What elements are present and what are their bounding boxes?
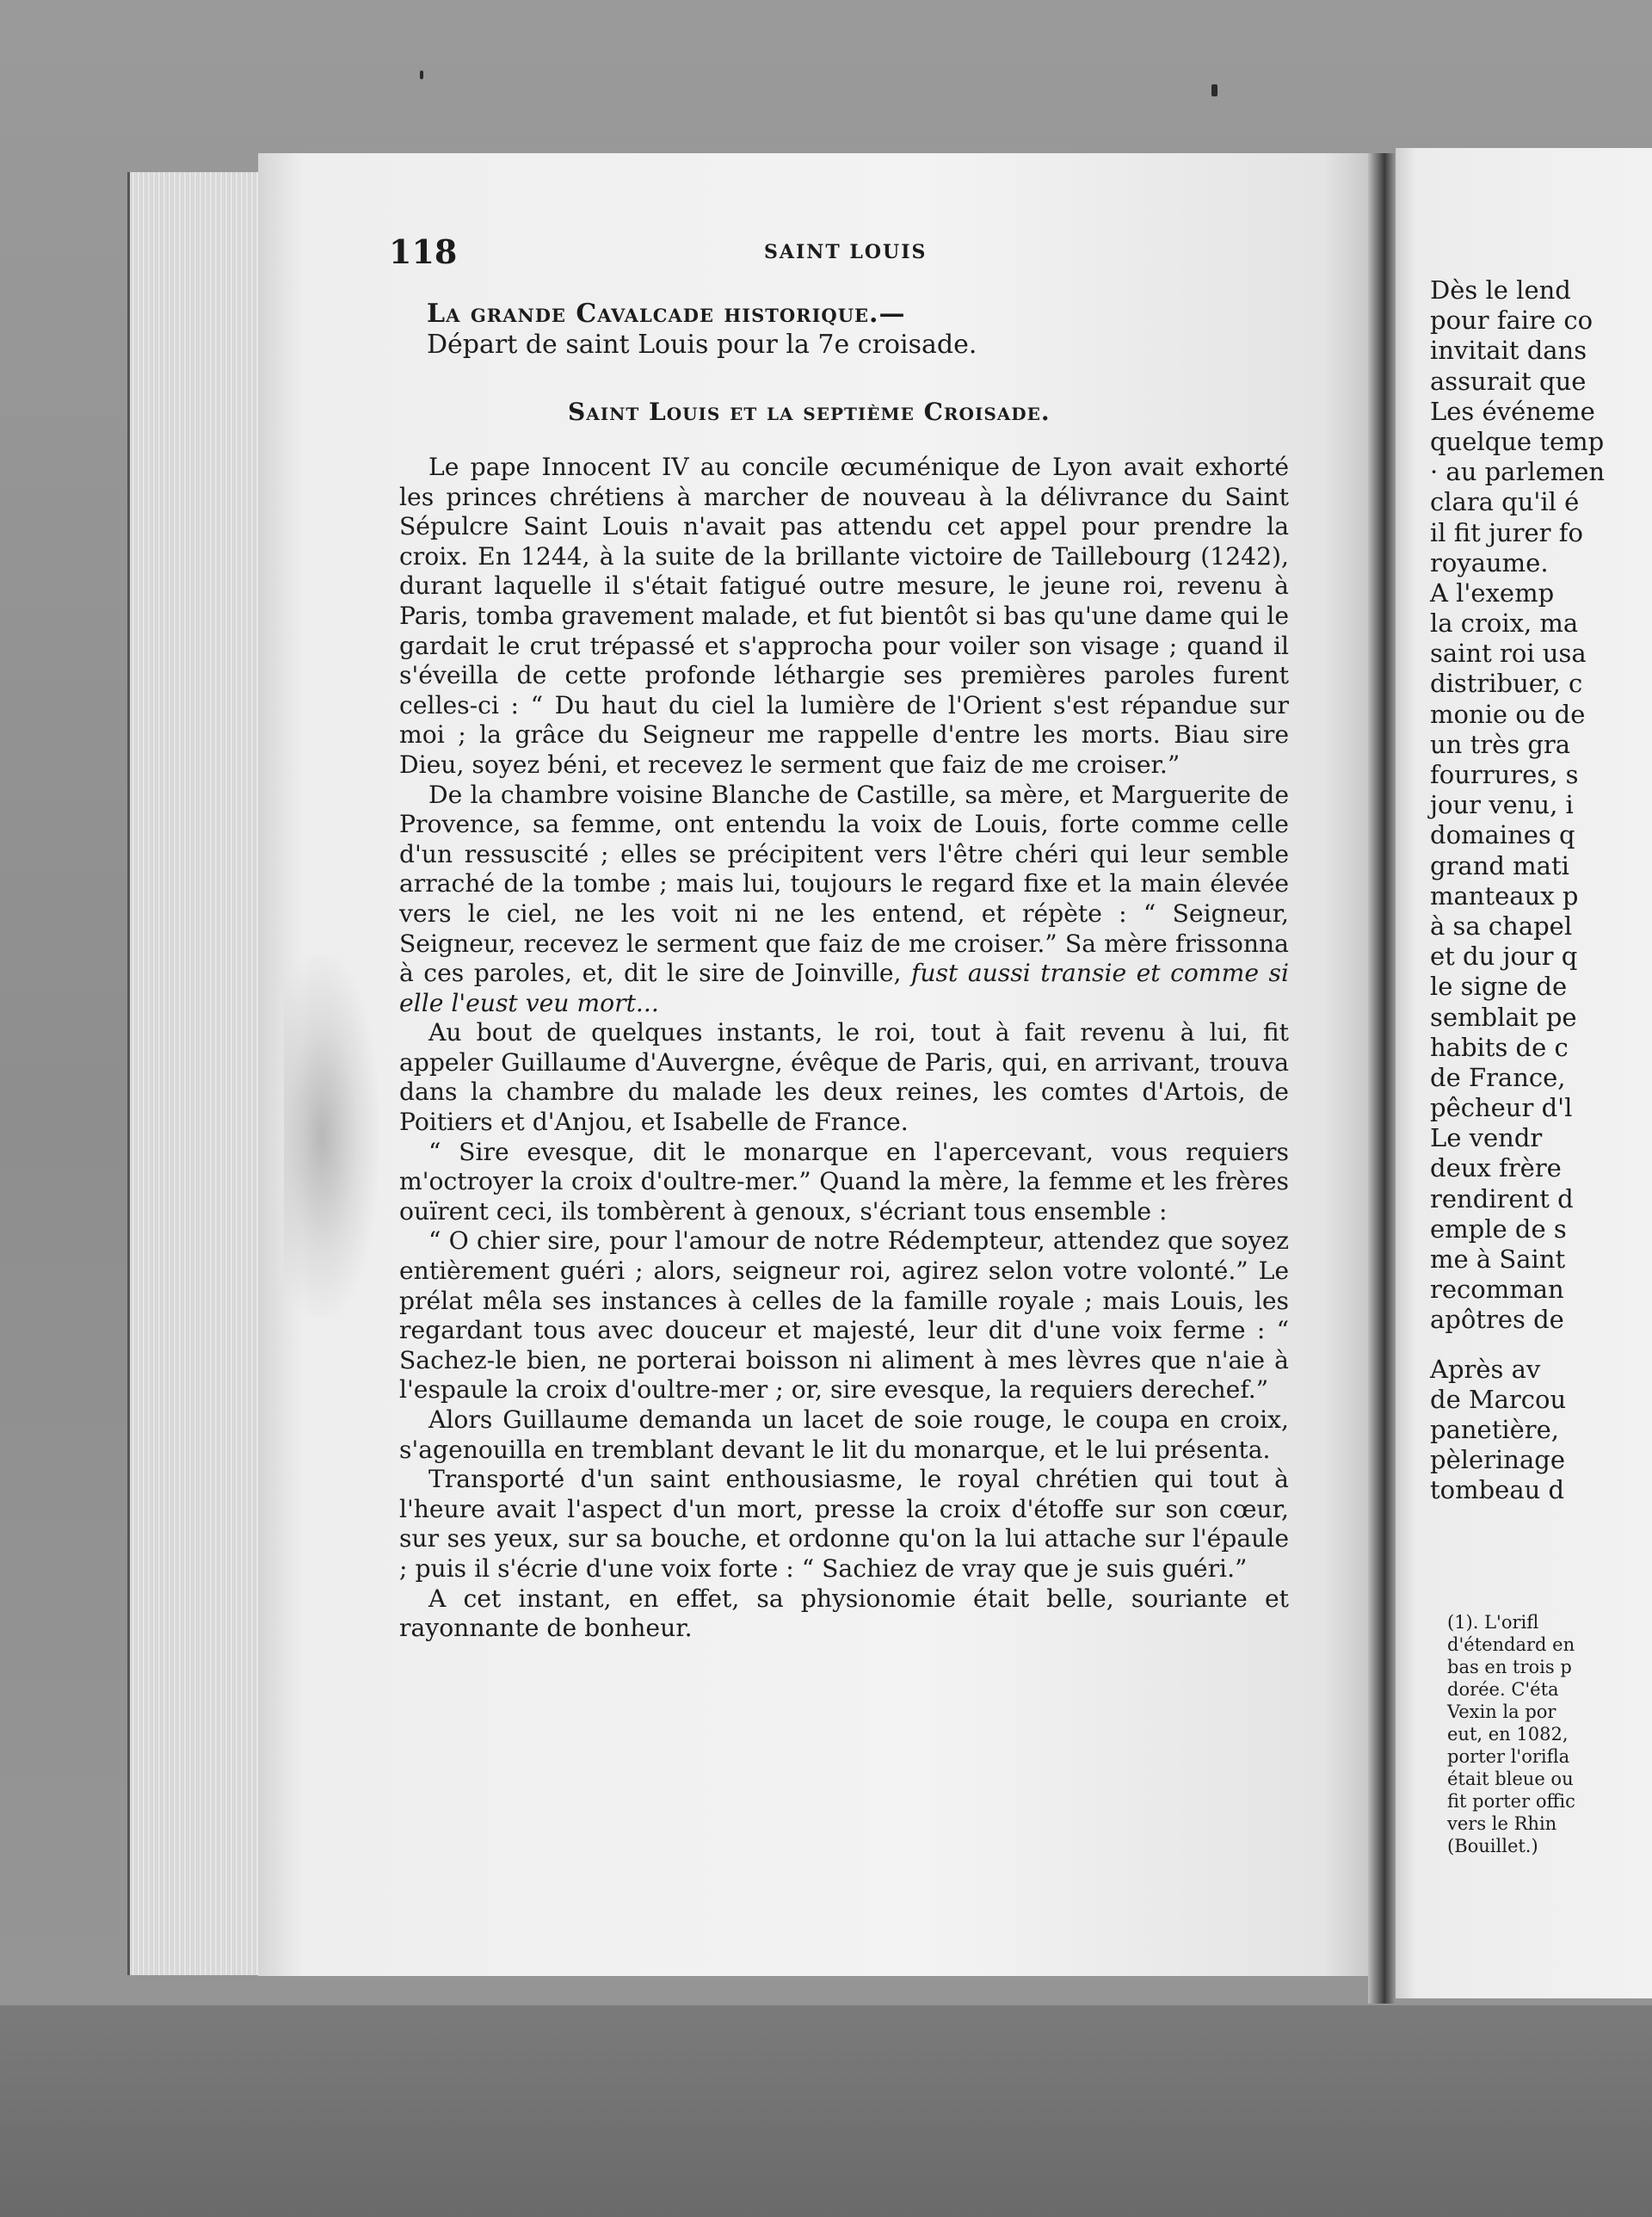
paragraph-text: De la chambre voisine Blanche de Castille, sa mère, et Marguerite de Provence, sa femme, ont entendu la voix de Louis, forte comme celle d'un ressuscité ; elles se précipitent vers l'être chéri qui leur semble arraché de la tombe ; mais lui, toujours le regard fixe et la main élevée vers le ciel, ne les voit ni ne les entend, et répète : “ Seigneur, Seigneur, recevez le serment que faiz de me croiser.” Sa mère frissonna à ces paroles, et, dit le sire de Joinville,	[399, 780, 1289, 988]
text-line: il fit jurer fo	[1430, 517, 1583, 547]
caption-line-2: Départ de saint Louis pour la 7e croisade.	[427, 330, 977, 360]
text-line: de Marcou	[1430, 1384, 1567, 1414]
text-line: et du jour q	[1430, 942, 1578, 972]
text-line: deux frère	[1430, 1153, 1562, 1183]
footnote-line: vers le Rhin	[1447, 1813, 1557, 1834]
text-line: saint roi usa	[1430, 639, 1587, 669]
text-line: invitait dans	[1430, 336, 1587, 366]
text-line: fourrures, s	[1430, 760, 1579, 789]
text-line: à sa chapel	[1430, 911, 1573, 941]
text-line: Dès le lend	[1430, 275, 1571, 305]
text-line: habits de c	[1430, 1032, 1569, 1062]
paragraph	[399, 781, 1289, 1019]
text-line: distribuer, c	[1430, 669, 1583, 699]
right-page-footnote	[1447, 1611, 1652, 1857]
scan-bottom-shadow	[0, 2005, 1652, 2217]
footnote-line: fit porter offic	[1447, 1791, 1575, 1812]
paragraph: “ O chier sire, pour l'amour de notre Rédempteur, attendez que soyez entièrement guéri ; alors, seigneur roi, agirez selon votre volonté.” Le prélat mêla ses instances à celles de la famille royale ; mais Louis, les regardant tous avec douceur et majesté, leur dit d'une voix ferme : “ Sachez-le bien, ne porterai boisson ni aliment à mes lèvres que n'aie à l'espaule la croix d'oultre-mer ; or, sire evesque, la requiers derechef.”	[399, 1226, 1289, 1405]
footnote-line: eut, en 1082,	[1447, 1724, 1569, 1745]
paragraph: Au bout de quelques instants, le roi, tout à fait revenu à lui, fit appeler Guillaume d'Auvergne, évêque de Paris, qui, en arrivant, trouva dans la chambre du malade les deux reines, les comtes d'Artois, de Poitiers et d'Anjou, et Isabelle de France.	[399, 1018, 1289, 1137]
footnote-line: bas en trois p	[1447, 1657, 1572, 1677]
text-line: panetière,	[1430, 1414, 1560, 1444]
footnote-line: Vexin la por	[1447, 1701, 1556, 1722]
text-line: emple de s	[1430, 1213, 1567, 1244]
body-text	[399, 453, 1289, 1644]
footnote-line: était bleue ou	[1447, 1769, 1574, 1789]
section-title: Saint Louis et la septième Croisade.	[568, 398, 1051, 426]
paragraph: Le pape Innocent IV au concile œcuménique de Lyon avait exhorté les princes chrétiens à marcher de nouveau à la délivrance du Saint Sépulcre Saint Louis n'avait pas attendu cet appel pour prendre la croix. En 1244, à la suite de la brillante victoire de Taillebourg (1242), durant laquelle il s'était fatigué outre mesure, le jeune roi, revenu à Paris, tomba gravement malade, et fut bientôt si bas qu'une dame qui le gardait le crut trépassé et s'approcha pour voiler son visage ; quand il s'éveilla de cette profonde léthargie ses premières paroles furent celles-ci : “ Du haut du ciel la lumière de l'Orient s'est répandue sur moi ; la grâce du Seigneur me rappelle d'entre les morts. Biau sire Dieu, soyez béni, et recevez le serment que faiz de me croiser.”	[399, 453, 1289, 779]
illustration-caption	[427, 299, 1287, 361]
page-number: 118	[389, 232, 458, 271]
footnote-line: d'étendard en	[1447, 1634, 1575, 1655]
text-line: Les événeme	[1430, 396, 1595, 426]
text-line: Après av	[1430, 1354, 1541, 1384]
page-stain	[284, 955, 379, 1317]
scan-speck	[1211, 84, 1217, 96]
text-line: pêcheur d'l	[1430, 1093, 1573, 1123]
right-page	[1396, 148, 1652, 1998]
scan-speck	[420, 71, 423, 79]
text-line: clara qu'il é	[1430, 487, 1580, 517]
paragraph: Transporté d'un saint enthousiasme, le royal chrétien qui tout à l'heure avait l'aspect d'un mort, presse la croix d'étoffe sur son cœur, sur ses yeux, sur sa bouche, et ordonne qu'on la lui attache sur l'épaule ; puis il s'écrie d'une voix forte : “ Sachiez de vray que je suis guéri.”	[399, 1465, 1289, 1583]
text-line: de France,	[1430, 1062, 1566, 1092]
paragraph: A cet instant, en effet, sa physionomie était belle, souriante et rayonnante de bonheur.	[399, 1584, 1289, 1643]
text-line: le signe de	[1430, 972, 1568, 1002]
text-line: royaume.	[1430, 547, 1549, 577]
text-line: un très gra	[1430, 729, 1571, 759]
text-line: assurait que	[1430, 366, 1587, 396]
footnote-line: porter l'orifla	[1447, 1746, 1570, 1767]
italic-quote: fust aussi transie et comme si elle l'eust veu mort...	[399, 959, 1289, 1017]
text-line: pour faire co	[1430, 306, 1593, 336]
text-line: la croix, ma	[1430, 608, 1579, 639]
footnote-line: (Bouillet.)	[1447, 1836, 1538, 1856]
text-line: grand mati	[1430, 850, 1569, 880]
text-line: manteaux p	[1430, 880, 1579, 911]
footnote-line: dorée. C'éta	[1447, 1679, 1559, 1700]
text-line: tombeau d	[1430, 1475, 1565, 1505]
text-line: pèlerinage	[1430, 1445, 1565, 1475]
text-line: me à Saint	[1430, 1244, 1566, 1274]
text-line: apôtres de	[1430, 1305, 1564, 1335]
running-head: SAINT LOUIS	[764, 241, 928, 263]
caption-line-1: La grande Cavalcade historique.—	[427, 299, 906, 329]
text-line: · au parlemen	[1430, 457, 1606, 487]
paragraph: “ Sire evesque, dit le monarque en l'apercevant, vous requiers m'octroyer la croix d'oultre-mer.” Quand la mère, la femme et les frères ouïrent ceci, ils tombèrent à genoux, s'écriant tous ensemble :	[399, 1137, 1289, 1226]
paragraph: Alors Guillaume demanda un lacet de soie rouge, le coupa en croix, s'agenouilla en tremblant devant le lit du monarque, et le lui présenta.	[399, 1405, 1289, 1464]
text-line: monie ou de	[1430, 699, 1586, 729]
text-line: A l'exemp	[1430, 577, 1555, 608]
text-line: domaines q	[1430, 820, 1575, 850]
text-line: rendirent d	[1430, 1183, 1574, 1213]
text-line: jour venu, i	[1430, 790, 1574, 820]
text-line: Le vendr	[1430, 1123, 1543, 1153]
footnote-line: (1). L'orifl	[1447, 1612, 1539, 1633]
right-page-text	[1430, 275, 1652, 1506]
text-line: quelque temp	[1430, 426, 1605, 456]
book-page-edges	[127, 172, 268, 1975]
book-gutter	[1368, 153, 1396, 2004]
text-line: recomman	[1430, 1275, 1564, 1305]
text-line: semblait pe	[1430, 1002, 1577, 1032]
